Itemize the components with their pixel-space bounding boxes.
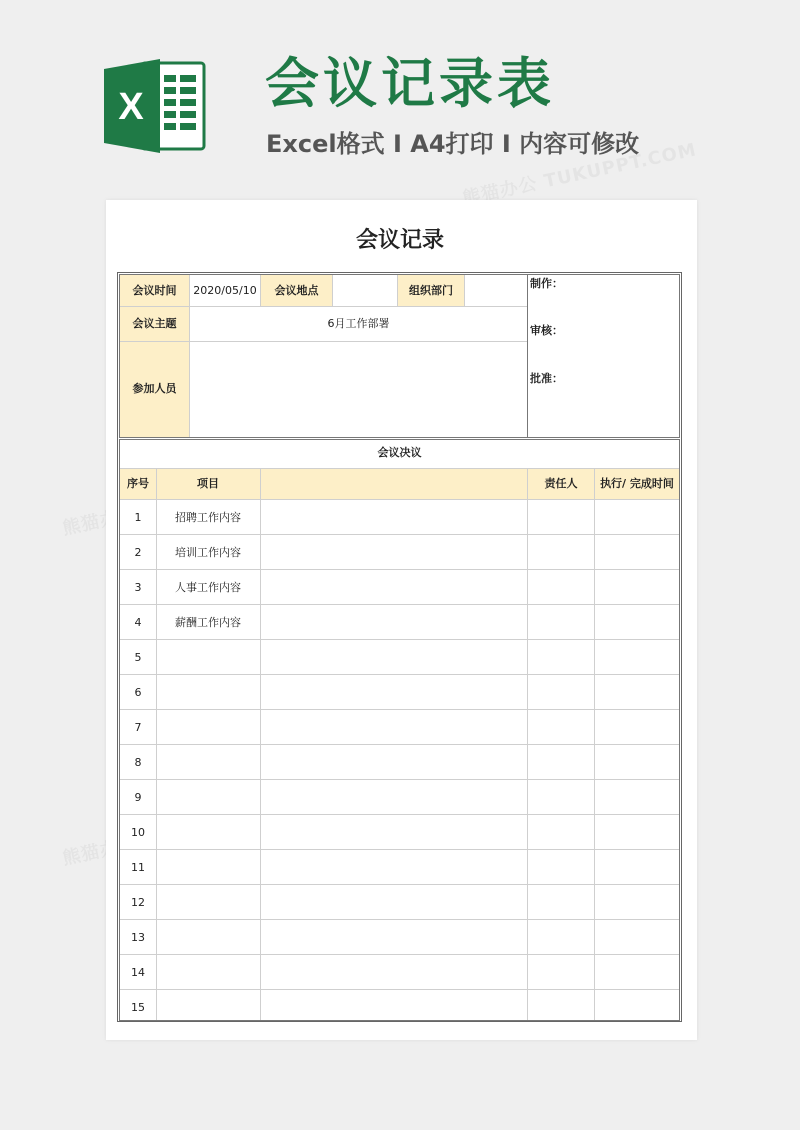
- meeting-time-label: 会议时间: [132, 284, 177, 297]
- header-item: 项目: [197, 477, 219, 490]
- row-number: 11: [131, 861, 145, 874]
- row-divider: [120, 604, 679, 605]
- row-divider: [120, 884, 679, 885]
- row-divider: [120, 744, 679, 745]
- row-number: 5: [134, 651, 142, 664]
- row-number: 6: [134, 686, 142, 699]
- row-number: 8: [134, 756, 142, 769]
- excel-logo-icon: [102, 57, 206, 155]
- made-by-label: 制作：: [530, 277, 563, 290]
- row-divider: [120, 989, 679, 990]
- document-title: 会议记录: [355, 228, 444, 253]
- header-owner: 责任人: [544, 477, 578, 490]
- row-number: 14: [131, 966, 145, 979]
- row-number: 9: [134, 791, 142, 804]
- header-no: 序号: [127, 477, 149, 490]
- row-divider: [120, 779, 679, 780]
- row-divider: [120, 534, 679, 535]
- row-item: 招聘工作内容: [175, 511, 241, 524]
- row-divider: [120, 954, 679, 955]
- meeting-topic-value: 6月工作部署: [327, 317, 390, 330]
- row-number: 13: [131, 931, 145, 944]
- resolutions-title: 会议决议: [377, 446, 422, 459]
- promo-subtitle: Excel格式 I A4打印 I 内容可修改: [266, 130, 640, 158]
- row-divider: [120, 814, 679, 815]
- organizing-dept-label: 组织部门: [409, 284, 453, 297]
- resolutions-section: [119, 439, 680, 1021]
- approve-label: 批准：: [530, 372, 563, 385]
- row-number: 2: [134, 546, 142, 559]
- header-deadline: 执行/ 完成时间: [600, 477, 674, 490]
- row-divider: [120, 639, 679, 640]
- form-frame: [117, 272, 682, 1022]
- row-divider: [120, 849, 679, 850]
- meeting-place-label: 会议地点: [274, 284, 319, 297]
- attendees-label: 参加人员: [132, 382, 177, 395]
- row-item: 薪酬工作内容: [175, 616, 241, 629]
- logo-letter: X: [118, 86, 144, 128]
- row-number: 7: [134, 721, 142, 734]
- row-number: 15: [131, 1001, 145, 1014]
- row-divider: [120, 919, 679, 920]
- row-number: 4: [134, 616, 142, 629]
- review-label: 审核：: [530, 324, 563, 337]
- promo-title: 会议记录表: [265, 52, 555, 115]
- row-divider: [120, 674, 679, 675]
- row-item: 人事工作内容: [175, 581, 241, 594]
- meeting-topic-label: 会议主题: [132, 317, 177, 330]
- row-number: 12: [131, 896, 145, 909]
- row-divider: [120, 709, 679, 710]
- row-number: 3: [134, 581, 142, 594]
- row-number: 1: [134, 511, 142, 524]
- row-item: 培训工作内容: [175, 546, 241, 559]
- row-number: 10: [131, 826, 145, 839]
- row-divider: [120, 569, 679, 570]
- meeting-time-value: 2020/05/10: [193, 284, 257, 297]
